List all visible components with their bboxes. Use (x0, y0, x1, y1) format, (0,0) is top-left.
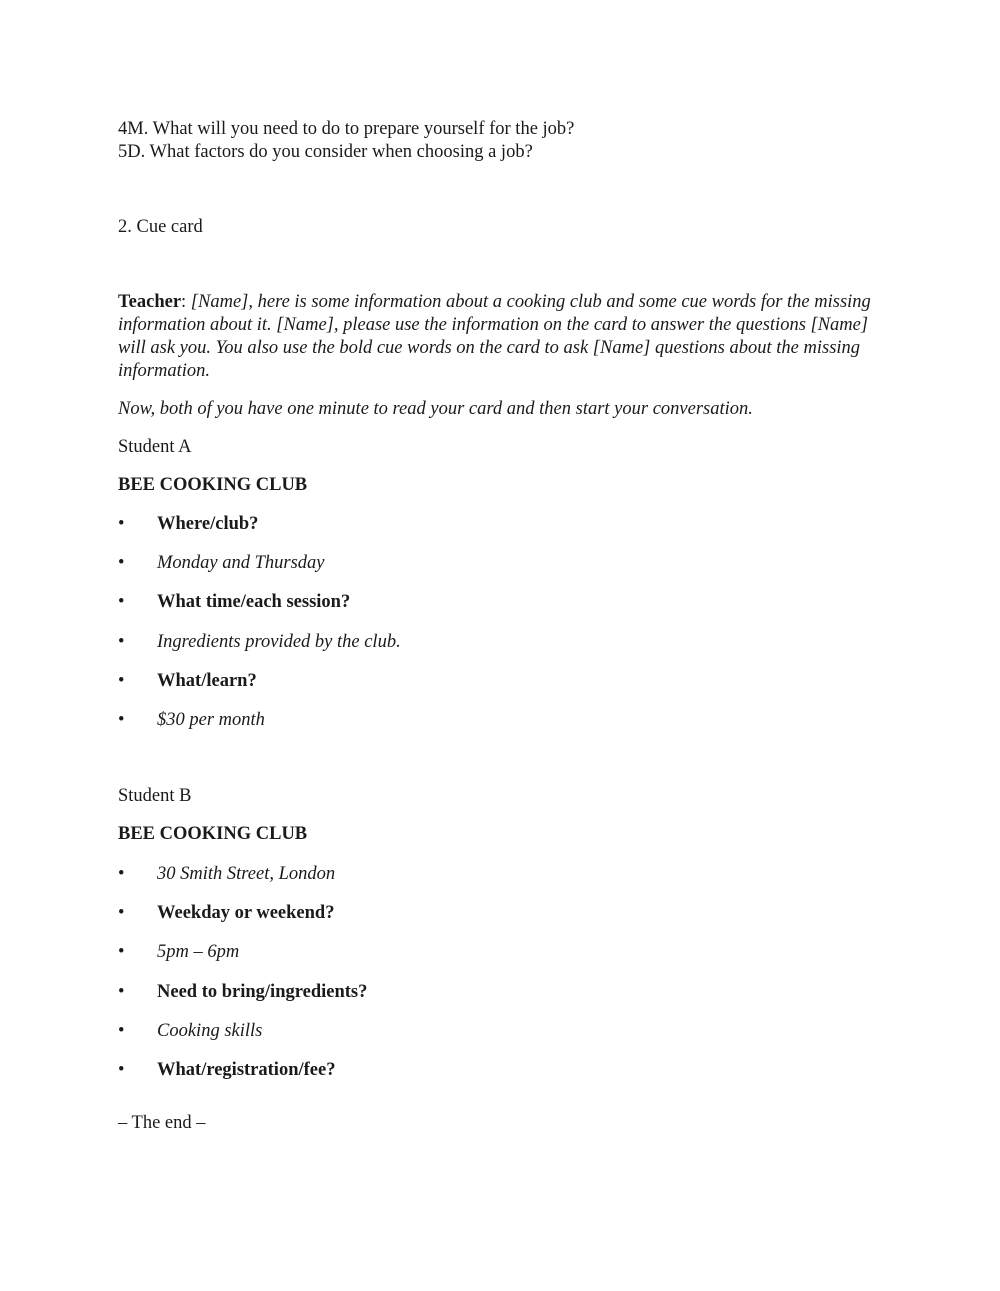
bullet-icon: • (118, 1060, 125, 1080)
student-b-label: Student B (118, 786, 192, 806)
question-5d: 5D. What factors do you consider when choosing a job? (118, 142, 533, 162)
student-a-cue-text: $30 per month (157, 710, 265, 730)
student-b-cue-text: Cooking skills (157, 1020, 263, 1041)
teacher-colon: : (181, 292, 187, 312)
bullet-icon: • (118, 670, 125, 691)
bullet-icon: • (118, 553, 125, 574)
end-marker: – The end – (118, 1113, 206, 1133)
section-title: 2. Cue card (118, 217, 203, 237)
timing-instruction: Now, both of you have one minute to read your card and then start your conversation. (118, 399, 753, 419)
bullet-icon: • (118, 592, 125, 613)
bullet-icon: • (118, 864, 125, 884)
student-a-cue-text: What time/each session? (157, 592, 351, 613)
bullet-icon: • (118, 942, 125, 963)
student-b-cue-text: Need to bring/ingredients? (157, 981, 368, 1002)
teacher-label: Teacher (118, 292, 182, 312)
teacher-instruction-text: [Name], here is some information about a cooking club and some cue words for the missing information about it. [Name], please use the information on the card to answer the questions [Name] will ask you. You also use the bold cue words on the card to ask [Name] questions about the missing information. (118, 292, 871, 381)
student-b-cue-text: Weekday or weekend? (157, 903, 335, 924)
bullet-icon: • (118, 710, 125, 730)
student-a-label: Student A (118, 437, 192, 457)
student-a-cue-text: What/learn? (157, 670, 257, 691)
student-b-cue-text: 5pm – 6pm (157, 942, 240, 963)
student-b-cue-text: 30 Smith Street, London (157, 864, 336, 884)
student-a-club-title: BEE COOKING CLUB (118, 475, 308, 495)
student-b-cue-text: What/registration/fee? (157, 1060, 336, 1080)
student-b-club-title: BEE COOKING CLUB (118, 824, 308, 844)
student-a-cue-text: Monday and Thursday (157, 553, 325, 574)
bullet-icon: • (118, 514, 125, 534)
question-4m: 4M. What will you need to do to prepare yourself for the job? (118, 119, 575, 139)
bullet-icon: • (118, 981, 125, 1002)
teacher-instruction (118, 291, 888, 383)
bullet-icon: • (118, 631, 125, 652)
bullet-icon: • (118, 903, 125, 924)
bullet-icon: • (118, 1020, 125, 1041)
student-a-cue-text: Where/club? (157, 514, 259, 534)
student-a-cue-text: Ingredients provided by the club. (157, 631, 401, 652)
